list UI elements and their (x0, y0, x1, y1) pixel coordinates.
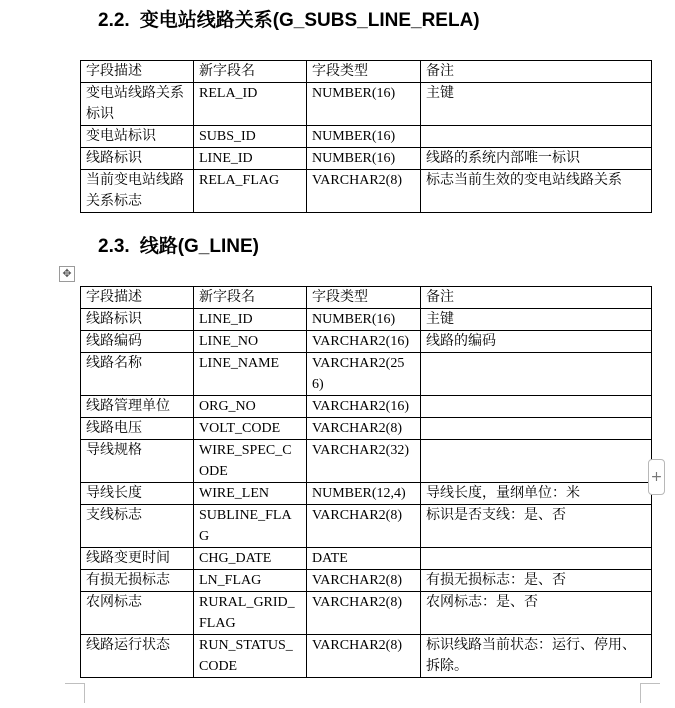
remark-cell (421, 396, 652, 418)
field-desc-cell: 线路标识 (81, 148, 194, 170)
section-number: 2.3. (98, 236, 130, 257)
table-row (81, 396, 652, 418)
table-row (81, 570, 652, 592)
field-type-cell: NUMBER(16) (307, 309, 421, 331)
table-row (81, 126, 652, 148)
remark-cell: 主键 (421, 83, 652, 126)
field-name-cell: VOLT_CODE (194, 418, 307, 440)
field-type-cell: VARCHAR2(32) (307, 440, 421, 483)
column-header: 字段类型 (307, 61, 421, 83)
section-heading-2-2 (98, 9, 480, 33)
remark-cell: 标识是否支线：是、否 (421, 505, 652, 548)
field-name-cell: WIRE_SPEC_CODE (194, 440, 307, 483)
column-header: 备注 (421, 61, 652, 83)
field-desc-cell: 线路电压 (81, 418, 194, 440)
field-desc-cell: 线路标识 (81, 309, 194, 331)
move-arrows-icon[interactable]: ✥ (59, 266, 75, 282)
section-title: 变电站线路关系(G_SUBS_LINE_RELA) (139, 10, 480, 31)
field-desc-cell: 当前变电站线路关系标志 (81, 170, 194, 213)
field-desc-cell: 支线标志 (81, 505, 194, 548)
remark-cell: 主键 (421, 309, 652, 331)
table-row (81, 635, 652, 678)
field-type-cell: VARCHAR2(8) (307, 592, 421, 635)
section-heading-2-3 (98, 235, 259, 259)
field-type-cell: VARCHAR2(256) (307, 353, 421, 396)
field-name-cell: RUN_STATUS_CODE (194, 635, 307, 678)
page-corner-mark-left (65, 683, 85, 703)
table-row (81, 353, 652, 396)
column-header: 字段描述 (81, 61, 194, 83)
field-type-cell: VARCHAR2(16) (307, 396, 421, 418)
column-header: 备注 (421, 287, 652, 309)
field-name-cell: LINE_ID (194, 309, 307, 331)
field-type-cell: DATE (307, 548, 421, 570)
column-header: 字段描述 (81, 287, 194, 309)
table-row (81, 505, 652, 548)
remark-cell: 导线长度，量纲单位：米 (421, 483, 652, 505)
field-name-cell: LN_FLAG (194, 570, 307, 592)
table-row (81, 170, 652, 213)
field-desc-cell: 导线长度 (81, 483, 194, 505)
table-header-row (81, 61, 652, 83)
remark-cell: 有损无损标志：是、否 (421, 570, 652, 592)
field-desc-cell: 农网标志 (81, 592, 194, 635)
table-row (81, 483, 652, 505)
remark-cell (421, 440, 652, 483)
field-name-cell: LINE_ID (194, 148, 307, 170)
table-row (81, 418, 652, 440)
field-type-cell: NUMBER(12,4) (307, 483, 421, 505)
column-header: 新字段名 (194, 287, 307, 309)
field-name-cell: RELA_ID (194, 83, 307, 126)
field-type-cell: NUMBER(16) (307, 148, 421, 170)
remark-cell (421, 418, 652, 440)
field-desc-cell: 变电站线路关系标识 (81, 83, 194, 126)
remark-cell: 标志当前生效的变电站线路关系 (421, 170, 652, 213)
field-desc-cell: 线路变更时间 (81, 548, 194, 570)
field-desc-cell: 变电站标识 (81, 126, 194, 148)
remark-cell (421, 126, 652, 148)
remark-cell: 农网标志：是、否 (421, 592, 652, 635)
table-row (81, 148, 652, 170)
plus-icon[interactable]: + (648, 459, 665, 495)
remark-cell (421, 353, 652, 396)
column-header: 新字段名 (194, 61, 307, 83)
field-name-cell: LINE_NAME (194, 353, 307, 396)
remark-cell: 标识线路当前状态：运行、停用、拆除。 (421, 635, 652, 678)
field-name-cell: ORG_NO (194, 396, 307, 418)
table-header-row (81, 287, 652, 309)
remark-cell: 线路的编码 (421, 331, 652, 353)
field-desc-cell: 导线规格 (81, 440, 194, 483)
field-name-cell: CHG_DATE (194, 548, 307, 570)
field-desc-cell: 线路运行状态 (81, 635, 194, 678)
page-corner-mark-right (640, 683, 660, 703)
section-title: 线路(G_LINE) (139, 236, 259, 257)
field-name-cell: SUBLINE_FLAG (194, 505, 307, 548)
field-type-cell: NUMBER(16) (307, 126, 421, 148)
table-row (81, 440, 652, 483)
field-name-cell: RURAL_GRID_FLAG (194, 592, 307, 635)
field-type-cell: VARCHAR2(8) (307, 418, 421, 440)
field-desc-cell: 线路编码 (81, 331, 194, 353)
table-row (81, 592, 652, 635)
table-row (81, 548, 652, 570)
field-type-cell: VARCHAR2(8) (307, 635, 421, 678)
field-desc-cell: 有损无损标志 (81, 570, 194, 592)
field-name-cell: WIRE_LEN (194, 483, 307, 505)
field-name-cell: LINE_NO (194, 331, 307, 353)
field-name-cell: SUBS_ID (194, 126, 307, 148)
remark-cell (421, 548, 652, 570)
table-g-line (80, 286, 652, 678)
column-header: 字段类型 (307, 287, 421, 309)
field-desc-cell: 线路名称 (81, 353, 194, 396)
field-type-cell: NUMBER(16) (307, 83, 421, 126)
table-row (81, 83, 652, 126)
remark-cell: 线路的系统内部唯一标识 (421, 148, 652, 170)
table-subs-line-rela (80, 60, 652, 213)
section-number: 2.2. (98, 10, 130, 31)
table-row (81, 309, 652, 331)
field-type-cell: VARCHAR2(8) (307, 505, 421, 548)
field-name-cell: RELA_FLAG (194, 170, 307, 213)
field-desc-cell: 线路管理单位 (81, 396, 194, 418)
field-type-cell: VARCHAR2(8) (307, 170, 421, 213)
table-row (81, 331, 652, 353)
field-type-cell: VARCHAR2(16) (307, 331, 421, 353)
field-type-cell: VARCHAR2(8) (307, 570, 421, 592)
